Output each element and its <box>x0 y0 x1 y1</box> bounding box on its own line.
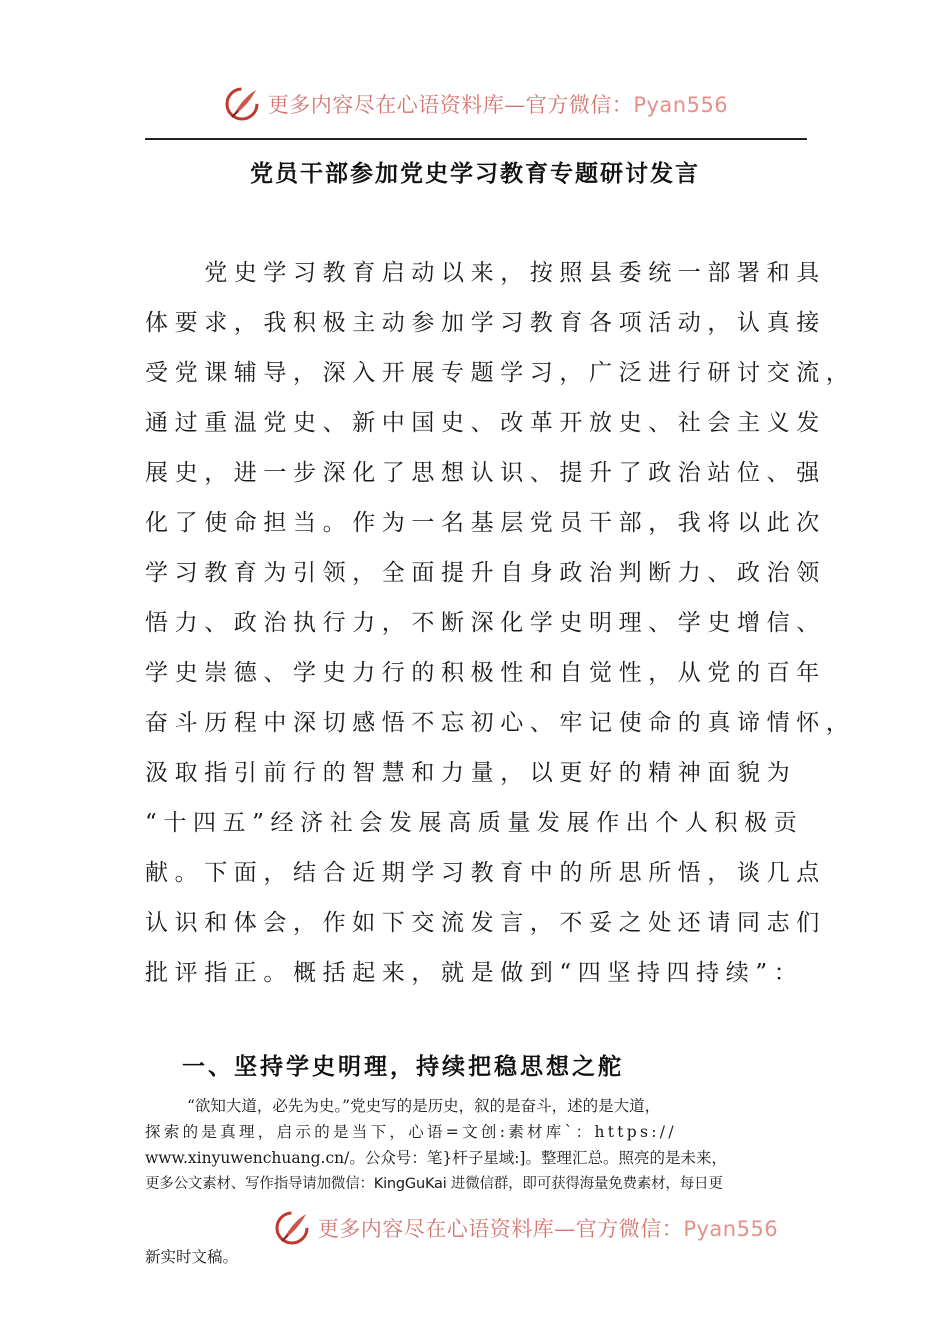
footer-banner-label: 更多内容尽在心语资料库—官方微信： <box>317 1217 684 1241</box>
header-banner-label: 更多内容尽在心语资料库—官方微信： <box>267 93 634 117</box>
body-line: 受党课辅导，深入开展专题学习，广泛进行研讨交流， <box>145 360 856 386</box>
header-banner-text <box>268 89 728 119</box>
body-line: 奋斗历程中深切感悟不忘初心、牢记使命的真谛情怀， <box>145 710 856 736</box>
section-line: www.xinyuwenchuang.cn/。公众号：笔}杆子星域:]。整理汇总。照亮的是未来， <box>145 1149 727 1167</box>
section-line: 更多公文素材、写作指导请加微信：KingGuKai 进微信群，即可获得海量免费素材，每日更 <box>145 1176 723 1192</box>
body-line: 批评指正。概括起来，就是做到“四坚持四持续”： <box>145 960 804 986</box>
section-heading: 一、坚持学史明理，持续把稳思想之舵 <box>182 1054 624 1080</box>
body-line: 认识和体会，作如下交流发言，不妥之处还请同志们 <box>145 910 826 936</box>
section-line: 探索的是真理，启示的是当下，心语=文创:素材库`：https:// <box>145 1123 677 1141</box>
quill-logo-icon <box>222 84 262 124</box>
body-line: 学习教育为引领，全面提升自身政治判断力、政治领 <box>145 560 826 586</box>
header-wechat-id: Pyan556 <box>633 93 729 117</box>
body-line: 献。下面，结合近期学习教育中的所思所悟，谈几点 <box>145 860 826 886</box>
body-line: 汲取指引前行的智慧和力量，以更好的精神面貌为 <box>145 760 797 786</box>
body-line: 悟力、政治执行力，不断深化学史明理、学史增信、 <box>145 610 826 636</box>
body-line: 学史崇德、学史力行的积极性和自觉性，从党的百年 <box>145 660 826 686</box>
footer-wechat-id: Pyan556 <box>683 1217 779 1241</box>
document-title: 党员干部参加党史学习教育专题研讨发言 <box>250 161 700 187</box>
body-line: 通过重温党史、新中国史、改革开放史、社会主义发 <box>145 410 826 436</box>
footer-banner-text <box>318 1213 778 1243</box>
section-body <box>145 1093 825 1197</box>
body-line: 党史学习教育启动以来，按照县委统一部署和具 <box>145 260 826 286</box>
body-line: “十四五”经济社会发展高质量发展作出个人积极贡 <box>145 810 804 836</box>
header-banner <box>0 82 950 126</box>
body-line: 化了使命担当。作为一名基层党员干部，我将以此次 <box>145 510 826 536</box>
body-line: 展史，进一步深化了思想认识、提升了政治站位、强 <box>145 460 826 486</box>
header-rule <box>145 138 807 140</box>
tail-line: 新实时文稿。 <box>145 1248 239 1266</box>
body-line: 体要求，我积极主动参加学习教育各项活动，认真接 <box>145 310 826 336</box>
document-body <box>145 248 856 998</box>
section-line: “欲知大道，必先为史。”党史写的是历史，叙的是奋斗，述的是大道， <box>187 1097 661 1115</box>
quill-logo-icon <box>272 1208 312 1248</box>
